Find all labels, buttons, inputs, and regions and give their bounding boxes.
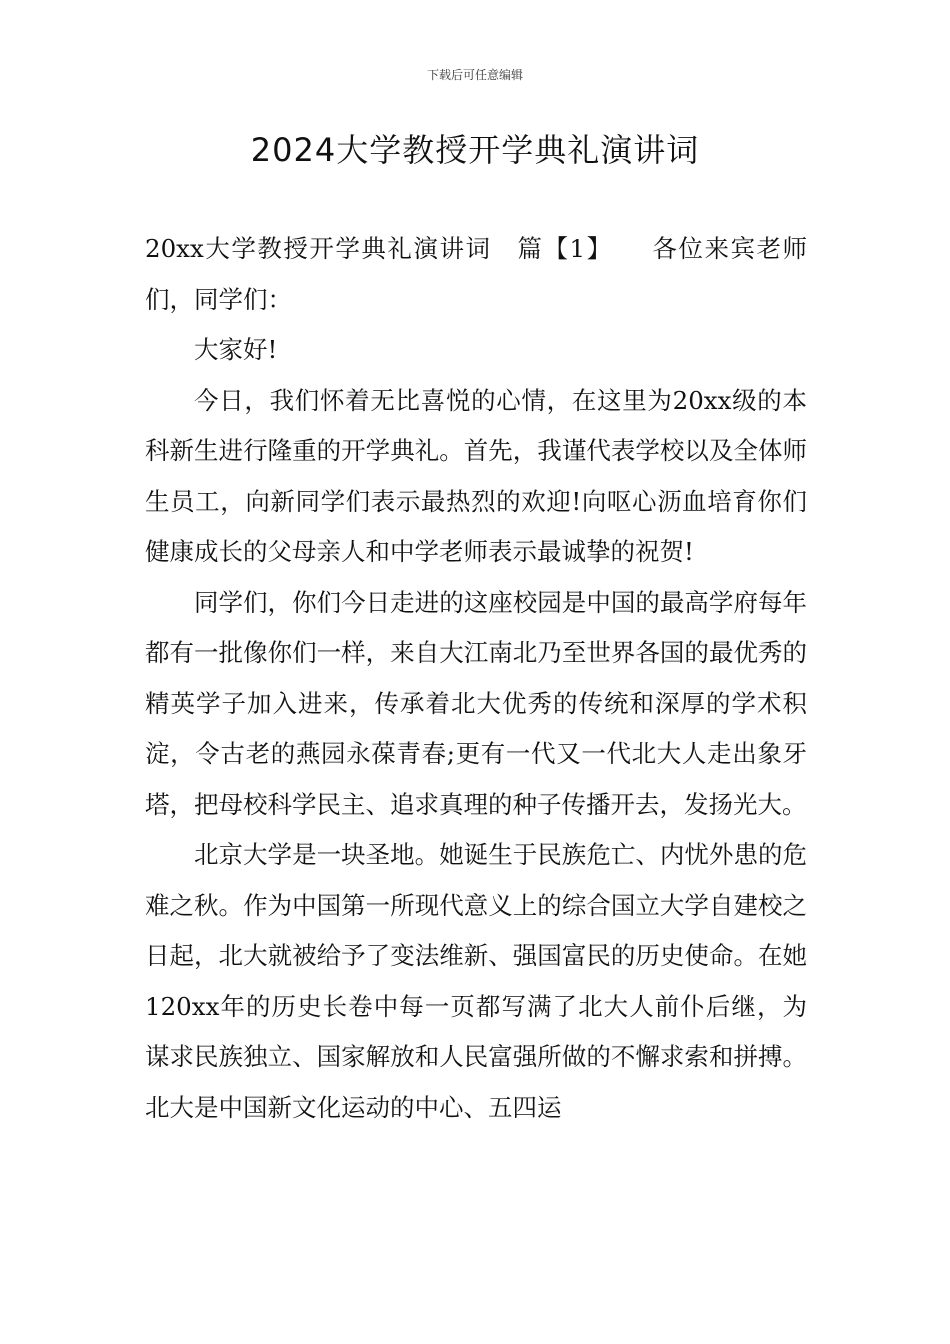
paragraph-intro: 20xx大学教授开学典礼演讲词 篇【1】 各位来宾老师们，同学们： bbox=[145, 234, 807, 314]
paragraph: 同学们，你们今日走进的这座校园是中国的最高学府每年都有一批像你们一样，来自大江南北乃至世界各国的最优秀的精英学子加入进来，传承着北大优秀的传统和深厚的学术积淀，令古老的燕园永葆青春;更有一代又一代北大人走出象牙塔，把母校科学民主、追求真理的种子传播开去，发扬光大。 bbox=[145, 587, 807, 819]
paragraph: 今日，我们怀着无比喜悦的心情，在这里为20xx级的本科新生进行隆重的开学典礼。首先，我谨代表学校以及全体师生员工，向新同学们表示最热烈的欢迎!向呕心沥血培育你们健康成长的父母亲人和中学老师表示最诚挚的祝贺! bbox=[145, 385, 807, 566]
document-title: 2024大学教授开学典礼演讲词 bbox=[250, 131, 700, 169]
paragraph: 北京大学是一块圣地。她诞生于民族危亡、内忧外患的危难之秋。作为中国第一所现代意义上的综合国立大学自建校之日起，北大就被给予了变法维新、强国富民的历史使命。在她120xx年的历史长卷中每一页都写满了北大人前仆后继，为谋求民族独立、国家解放和人民富强所做的不懈求索和拼搏。北大是中国新文化运动的中心、五四运 bbox=[145, 840, 807, 1122]
paragraph-greeting: 大家好! bbox=[194, 335, 278, 364]
document-body bbox=[145, 224, 807, 1133]
header-note: 下载后可任意编辑 bbox=[426, 68, 523, 82]
